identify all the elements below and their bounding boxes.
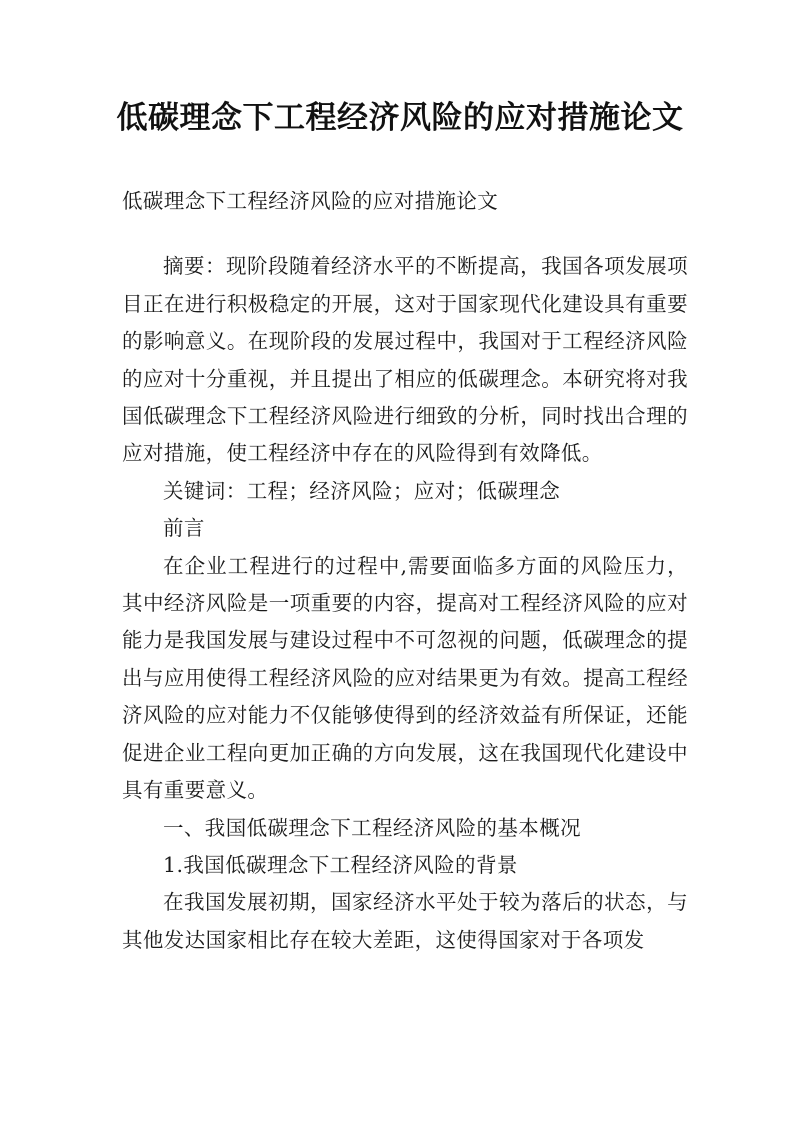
document-subtitle: 低碳理念下工程经济风险的应对措施论文 — [122, 189, 499, 213]
document-body — [122, 183, 688, 959]
preface-heading: 前言 — [163, 516, 205, 541]
preface-paragraph: 在企业工程进行的过程中,需要面临多方面的风险压力，其中经济风险是一项重要的内容，提高对工程经济风险的应对能力是我国发展与建设过程中不可忽视的问题，低碳理念的提出与应用使得工程经济风险的应对结果更为有效。提高工程经济风险的应对能力不仅能够使得到的经济效益有所保证，还能促进企业工程向更加正确的方向发展，这在我国现代化建设中具有重要意义。 — [122, 553, 688, 803]
document-title: 低碳理念下工程经济风险的应对措施论文 — [116, 100, 684, 136]
abstract-paragraph: 摘要：现阶段随着经济水平的不断提高，我国各项发展项目正在进行积极稳定的开展，这对于国家现代化建设具有重要的影响意义。在现阶段的发展过程中，我国对于工程经济风险的应对十分重视，并且提出了相应的低碳理念。本研究将对我国低碳理念下工程经济风险进行细致的分析，同时找出合理的应对措施，使工程经济中存在的风险得到有效降低。 — [122, 254, 688, 466]
subsection-heading: 1.我国低碳理念下工程经济风险的背景 — [163, 852, 518, 877]
subsection-paragraph: 在我国发展初期，国家经济水平处于较为落后的状态，与其他发达国家相比存在较大差距，这使得国家对于各项发 — [122, 890, 688, 952]
section-heading: 一、我国低碳理念下工程经济风险的基本概况 — [163, 815, 581, 840]
keywords-line: 关键词：工程；经济风险；应对；低碳理念 — [163, 478, 561, 503]
